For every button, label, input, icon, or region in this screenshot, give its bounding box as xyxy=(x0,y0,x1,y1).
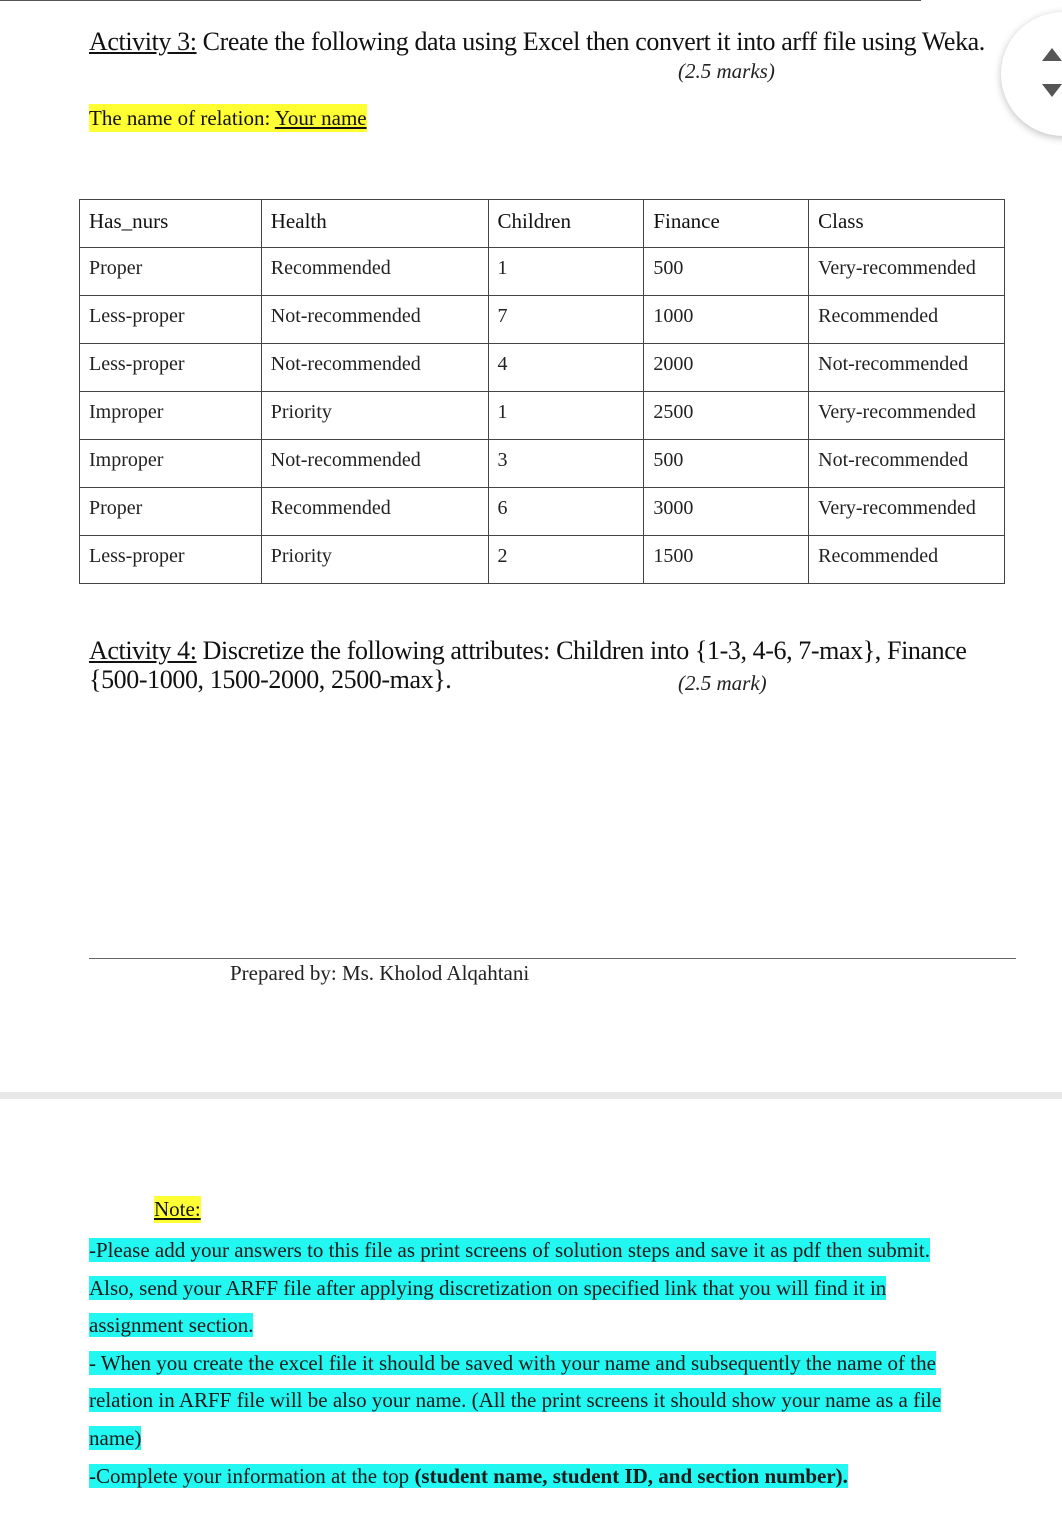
cell-class: Recommended xyxy=(809,296,1005,344)
note-last-prefix: -Complete your information at the top xyxy=(89,1463,415,1488)
activity-4-text: Discretize the following attributes: Children into {1-3, 4-6, 7-max}, Finance {500-1000, 1500-2000, 2500-max}. xyxy=(89,636,967,694)
cell-finance: 1000 xyxy=(644,296,809,344)
data-table xyxy=(79,199,1005,584)
cell-finance: 500 xyxy=(644,248,809,296)
cell-health: Recommended xyxy=(261,248,488,296)
cell-children: 4 xyxy=(488,344,644,392)
note-line: name) xyxy=(89,1425,142,1450)
activity-3-heading xyxy=(89,27,989,56)
page-break xyxy=(0,1092,1062,1099)
cell-has-nurs: Less-proper xyxy=(80,344,262,392)
note-line: -Please add your answers to this file as print screens of solution steps and save it as pdf then submit. xyxy=(89,1238,931,1262)
cell-children: 2 xyxy=(488,536,644,584)
activity-3-marks: (2.5 marks) xyxy=(678,59,775,83)
cell-class: Not-recommended xyxy=(809,440,1005,488)
table-row xyxy=(80,344,1005,392)
cell-has-nurs: Proper xyxy=(80,488,262,536)
footer-divider xyxy=(89,958,1016,959)
relation-name-line xyxy=(89,104,367,132)
cell-has-nurs: Improper xyxy=(80,440,262,488)
table-row xyxy=(80,440,1005,488)
header-finance: Finance xyxy=(644,200,809,248)
activity-4-marks: (2.5 mark) xyxy=(678,671,767,695)
cell-finance: 3000 xyxy=(644,488,809,536)
note-line: assignment section. xyxy=(89,1313,254,1338)
cell-has-nurs: Proper xyxy=(80,248,262,296)
cell-has-nurs: Improper xyxy=(80,392,262,440)
table-header-row xyxy=(80,200,1005,248)
cell-finance: 500 xyxy=(644,440,809,488)
cell-health: Not-recommended xyxy=(261,344,488,392)
note-last-bold: (student name, student ID, and section number). xyxy=(414,1463,848,1488)
note-label: Note: xyxy=(154,1197,201,1221)
note-line: Also, send your ARFF file after applying discretization on specified link that you will find it in xyxy=(89,1275,887,1300)
page-nav-widget[interactable] xyxy=(1001,12,1062,136)
header-has-nurs: Has_nurs xyxy=(80,200,262,248)
cell-children: 3 xyxy=(488,440,644,488)
header-class: Class xyxy=(809,200,1005,248)
cell-health: Recommended xyxy=(261,488,488,536)
note-line xyxy=(89,1458,989,1496)
table-row xyxy=(80,488,1005,536)
table-row xyxy=(80,536,1005,584)
cell-has-nurs: Less-proper xyxy=(80,296,262,344)
cell-class: Recommended xyxy=(809,536,1005,584)
cell-health: Priority xyxy=(261,536,488,584)
note-line: - When you create the excel file it should be saved with your name and subsequently the name of the xyxy=(89,1350,936,1375)
table-row xyxy=(80,296,1005,344)
header-health: Health xyxy=(261,200,488,248)
header-children: Children xyxy=(488,200,644,248)
cell-class: Not-recommended xyxy=(809,344,1005,392)
triangle-up-icon[interactable] xyxy=(1042,48,1062,61)
cell-finance: 2000 xyxy=(644,344,809,392)
prepared-by: Prepared by: Ms. Kholod Alqahtani xyxy=(230,961,530,985)
cell-class: Very-recommended xyxy=(809,392,1005,440)
top-rule xyxy=(0,0,921,1)
note-line: relation in ARFF file will be also your name. (All the print screens it should show your name as a file xyxy=(89,1388,942,1413)
relation-prefix: The name of relation: xyxy=(89,106,275,130)
cell-class: Very-recommended xyxy=(809,248,1005,296)
table-row xyxy=(80,248,1005,296)
cell-class: Very-recommended xyxy=(809,488,1005,536)
cell-health: Not-recommended xyxy=(261,296,488,344)
activity-4-heading xyxy=(89,636,989,694)
table-row xyxy=(80,392,1005,440)
cell-has-nurs: Less-proper xyxy=(80,536,262,584)
activity-3-label: Activity 3: xyxy=(89,27,197,56)
cell-children: 7 xyxy=(488,296,644,344)
relation-value: Your name xyxy=(274,106,367,130)
cell-finance: 1500 xyxy=(644,536,809,584)
activity-3-text: Create the following data using Excel then convert it into arff file using Weka. xyxy=(196,27,985,56)
cell-children: 1 xyxy=(488,392,644,440)
cell-finance: 2500 xyxy=(644,392,809,440)
cell-health: Priority xyxy=(261,392,488,440)
cell-children: 1 xyxy=(488,248,644,296)
triangle-down-icon[interactable] xyxy=(1042,84,1062,97)
cell-health: Not-recommended xyxy=(261,440,488,488)
activity-4-label: Activity 4: xyxy=(89,636,197,665)
note-body xyxy=(89,1232,989,1495)
cell-children: 6 xyxy=(488,488,644,536)
